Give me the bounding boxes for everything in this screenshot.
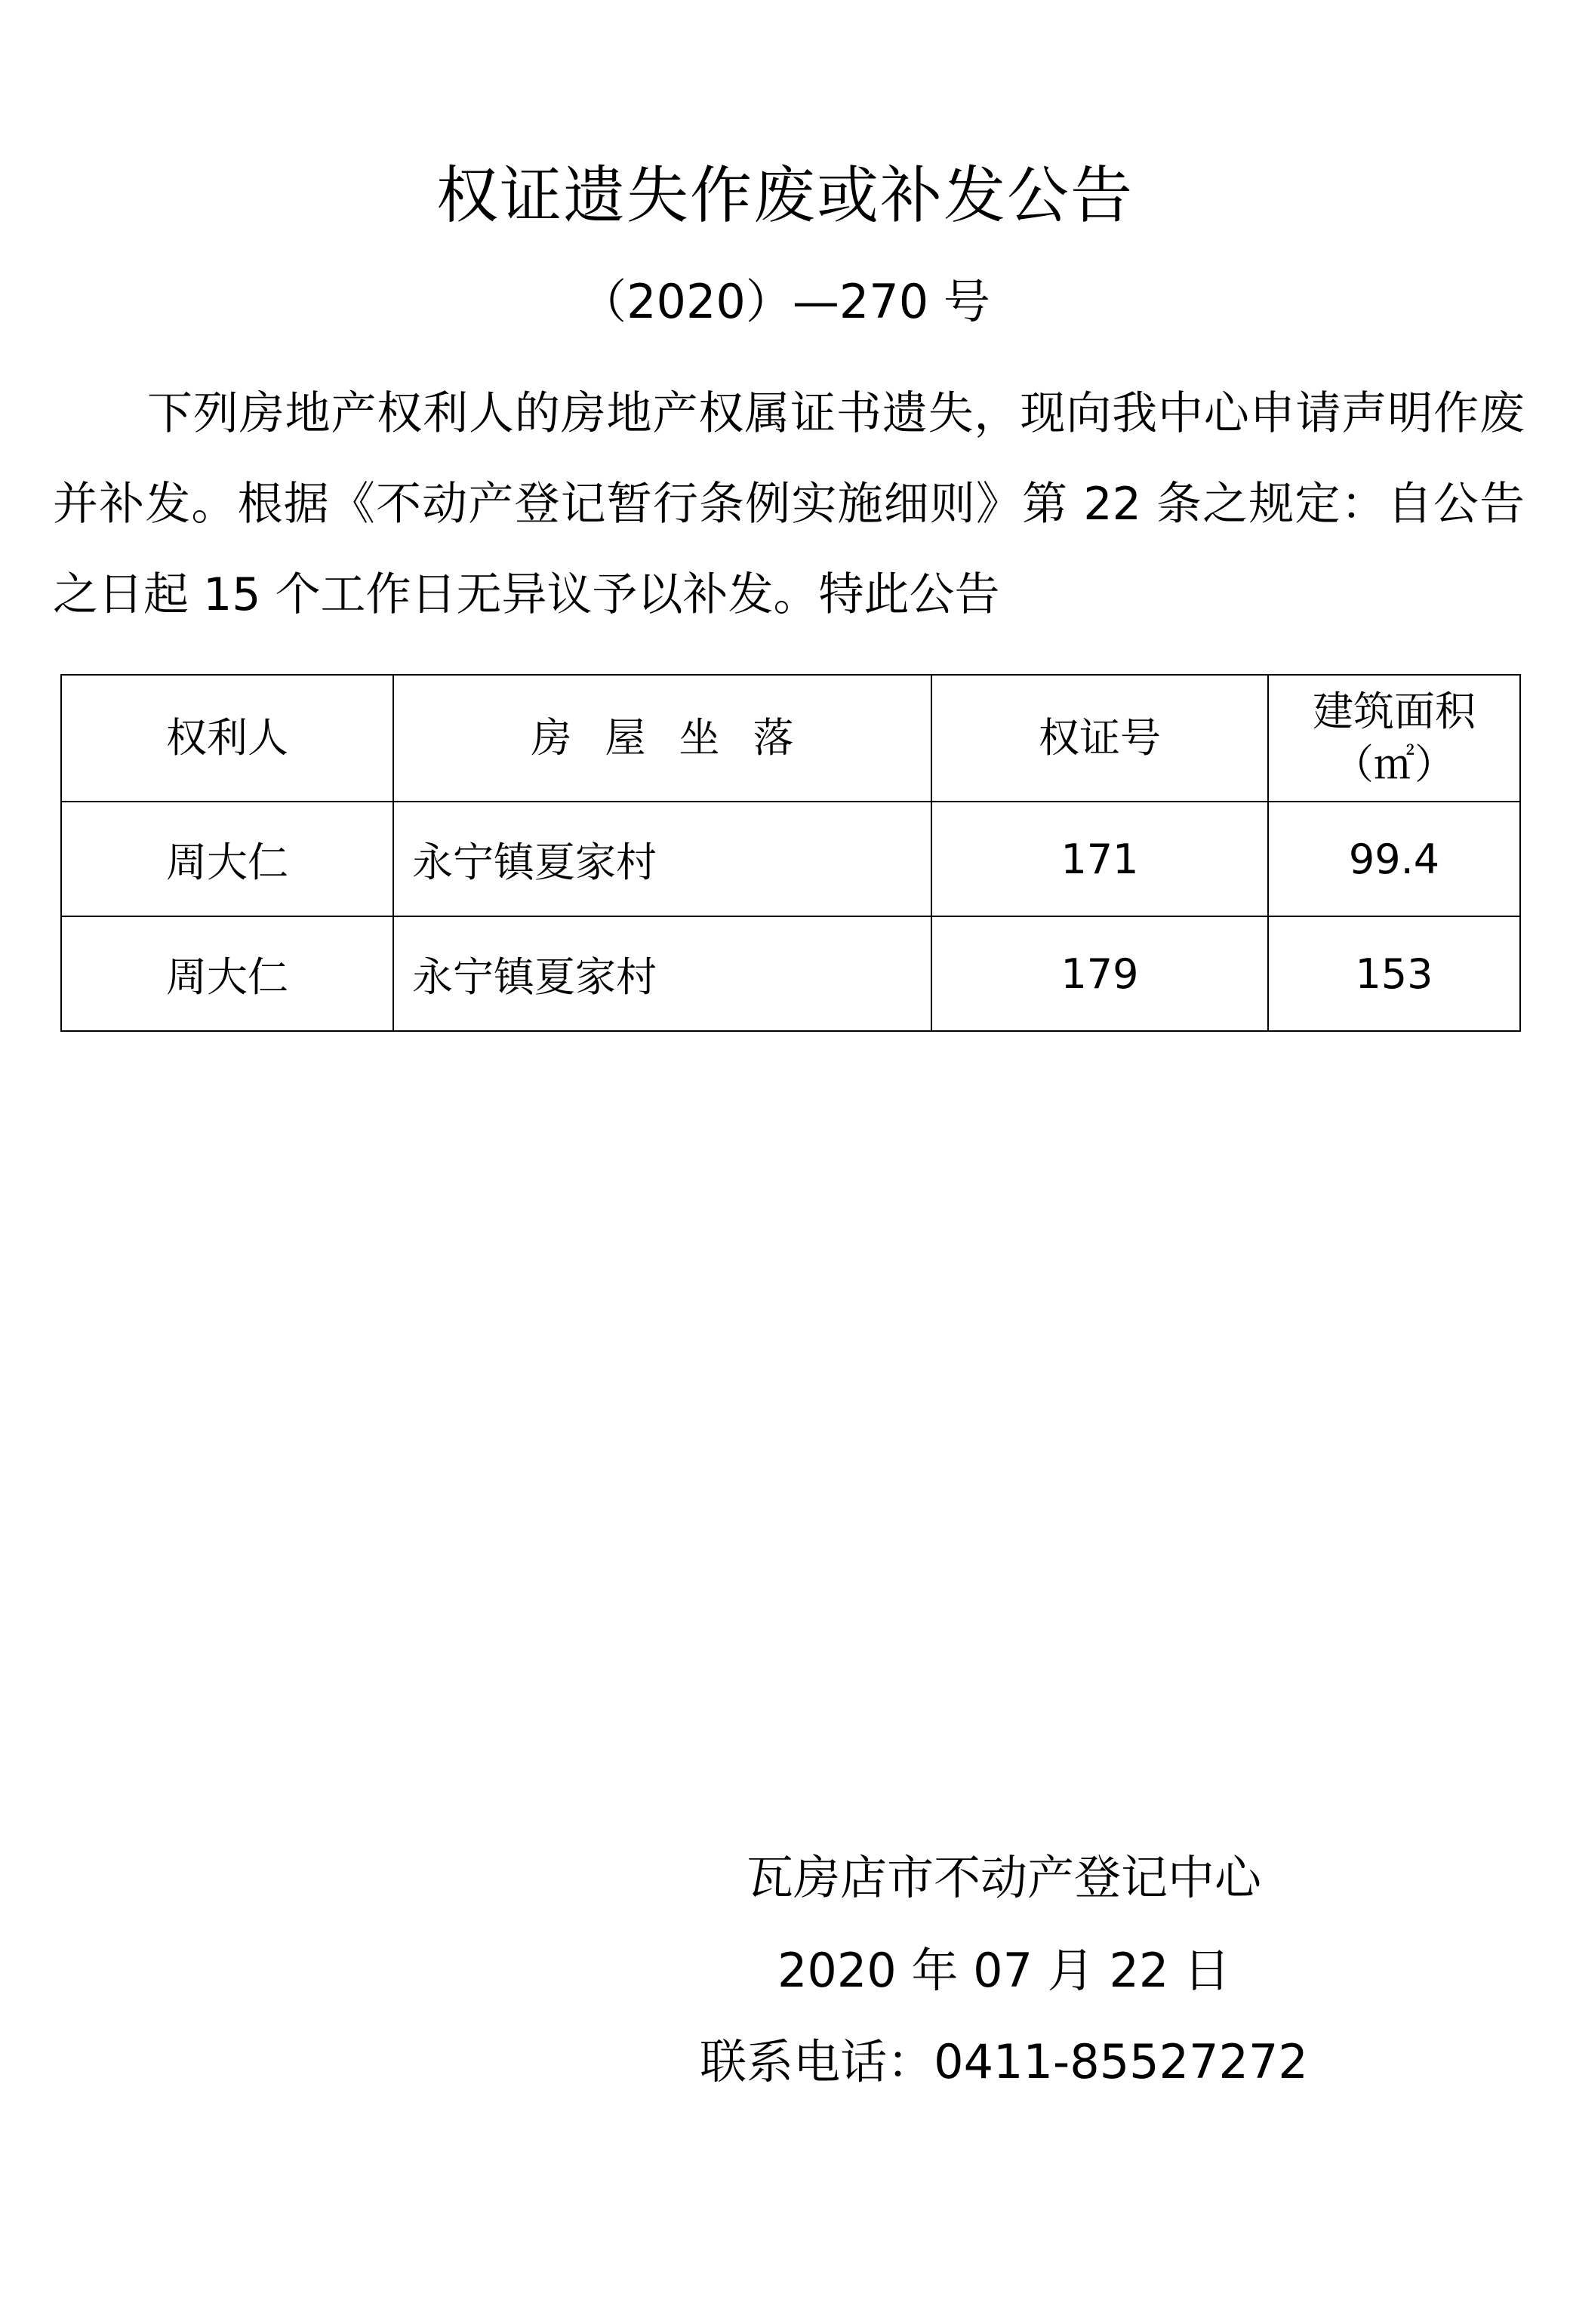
row-location: 永宁镇夏家村 [393,802,931,916]
row-area: 99.4 [1268,802,1520,916]
header-area-label: 建筑面积 [1313,688,1476,735]
notice-title: 权证遗失作废或补发公告 [436,160,1134,232]
row-certificate: 179 [931,916,1268,1031]
row-area: 153 [1268,916,1520,1031]
row-certificate: 171 [931,802,1268,916]
table-row [61,802,1520,916]
header-location [393,675,931,802]
header-owner: 权利人 [61,675,393,802]
notice-number: （2020）—270 号 [580,274,990,329]
table-row [61,916,1520,1031]
records-table [60,674,1521,1032]
contact-phone: 联系电话：0411-85527272 [700,2034,1308,2089]
row-location: 永宁镇夏家村 [393,916,931,1031]
header-area [1268,675,1520,802]
issuer-name: 瓦房店市不动产登记中心 [746,1850,1261,1905]
issue-date: 2020 年 07 月 22 日 [777,1943,1231,1998]
header-certificate: 权证号 [931,675,1268,802]
header-area-unit: （㎡） [1333,740,1455,788]
notice-body: 下列房地产权利人的房地产权属证书遗失，现向我中心申请声明作废并补发。根据《不动产登记暂行条例实施细则》第 22 条之规定：自公告之日起 15 个工作日无异议予以补发。特此公告 [53,387,1525,621]
header-location-label: 房屋坐落 [531,714,827,762]
table-header-row [61,675,1520,802]
row-owner: 周大仁 [61,802,393,916]
row-owner: 周大仁 [61,916,393,1031]
